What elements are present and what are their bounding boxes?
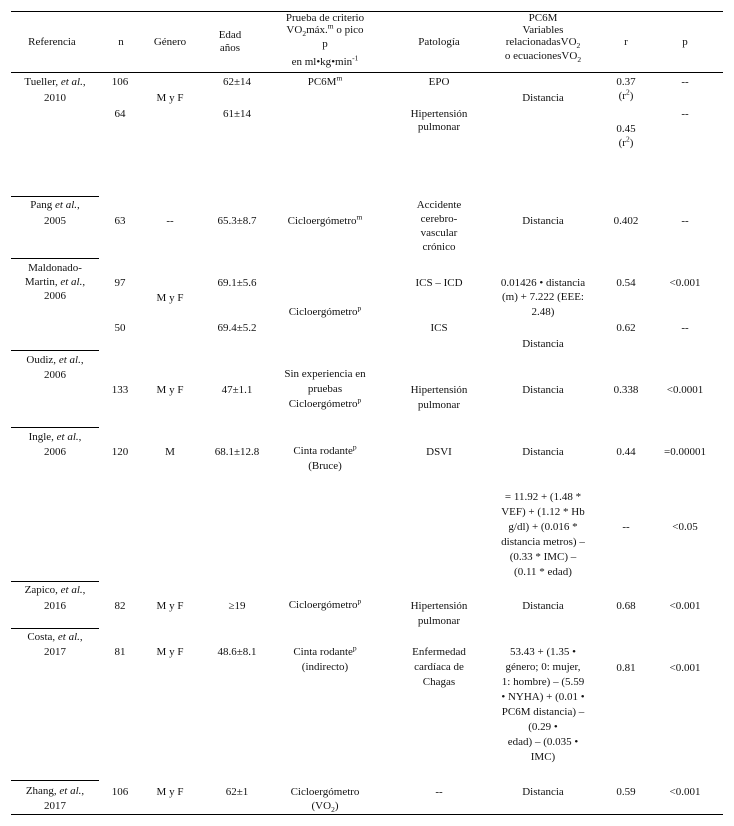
edad-cell: 48.6±8.1	[217, 646, 257, 658]
variable-cell: Distancia	[522, 338, 564, 350]
n-cell: 106	[111, 76, 129, 88]
ref-rule	[11, 196, 99, 197]
equation-cell: (0.11 * edad)	[514, 566, 572, 578]
equation-cell: (0.29 •	[528, 721, 558, 733]
n-cell: 133	[111, 384, 129, 396]
variable-cell: Distancia	[522, 92, 564, 104]
n-cell: 81	[114, 646, 126, 658]
equation-cell: género; 0: mujer,	[505, 661, 581, 673]
genero-cell: M y F	[156, 786, 184, 798]
genero-cell: M	[165, 446, 175, 458]
patologia-cell: EPO	[428, 76, 450, 88]
n-cell: 106	[111, 786, 129, 798]
ref-rule	[11, 780, 99, 781]
top-rule	[11, 11, 723, 12]
header-referencia: Referencia	[28, 36, 76, 48]
edad-cell: 61±14	[222, 108, 252, 120]
genero-cell: --	[166, 215, 174, 227]
equation-cell: g/dl) + (0.016 *	[508, 521, 578, 533]
patologia-cell: ICS – ICD	[415, 277, 463, 289]
header-edad-line1: Edad	[218, 29, 242, 41]
equation-cell: (m) + 7.222 (EEE:	[502, 291, 584, 303]
header-p: p	[682, 36, 688, 48]
header-pc6m-line1: PC6M	[528, 12, 558, 24]
equation-cell: IMC)	[530, 751, 556, 763]
n-cell: 50	[114, 322, 126, 334]
n-cell: 64	[114, 108, 126, 120]
genero-cell: M y F	[156, 384, 184, 396]
prueba-cell: Cicloergómetro$^p$	[288, 596, 362, 611]
p-cell: --	[681, 76, 689, 88]
patologia-cell: Hipertensión	[410, 108, 468, 120]
ref-rule	[11, 628, 99, 629]
r-cell: 0.68	[616, 600, 636, 612]
p-cell: <0.05	[672, 521, 698, 533]
n-cell: 82	[114, 600, 126, 612]
equation-cell: edad) – (0.035 •	[507, 736, 579, 748]
patologia-cell: pulmonar	[417, 121, 461, 133]
header-genero: Género	[153, 36, 187, 48]
patologia-cell: pulmonar	[417, 399, 461, 411]
prueba-cell: Cicloergómetro$^m$	[287, 212, 363, 227]
p-cell: <0.001	[669, 662, 701, 674]
genero-cell: M y F	[156, 292, 184, 304]
patologia-cell: crónico	[422, 241, 456, 253]
patologia-cell: ICS	[430, 322, 448, 334]
header-patologia: Patología	[418, 36, 460, 48]
r-cell: 0.62	[616, 322, 636, 334]
ref-cell: Oudiz, et al.,	[26, 354, 84, 366]
patologia-cell: DSVI	[426, 446, 452, 458]
ref-cell: Tueller, et al.,	[24, 76, 86, 88]
p-cell: --	[681, 108, 689, 120]
patologia-cell: Hipertensión	[410, 600, 468, 612]
patologia-cell: Hipertensión	[410, 384, 468, 396]
header-prueba-line3: p	[322, 38, 328, 50]
patologia-cell: Accidente	[416, 199, 462, 211]
equation-cell: PC6M distancia) –	[501, 706, 585, 718]
prueba-cell: pruebas	[307, 383, 343, 395]
ref-cell: Costa, et al.,	[27, 631, 83, 643]
edad-cell: 69.1±5.6	[217, 277, 257, 289]
equation-cell: 53.43 + (1.35 •	[510, 646, 576, 658]
ref-year: 2010	[44, 92, 66, 104]
prueba-cell: Cicloergómetro$^p$	[288, 303, 362, 318]
equation-cell: distancia metros) –	[501, 536, 585, 548]
patologia-cell: --	[435, 786, 443, 798]
variable-cell: Distancia	[522, 384, 564, 396]
variable-cell: Distancia	[522, 215, 564, 227]
p-cell: --	[681, 215, 689, 227]
ref-cell: Ingle, et al.,	[28, 431, 82, 443]
equation-cell: • NYHA) + (0.01 •	[501, 691, 585, 703]
ref-cell: Zhang, et al.,	[25, 785, 85, 797]
edad-cell: 68.1±12.8	[214, 446, 260, 458]
edad-cell: 69.4±5.2	[217, 322, 257, 334]
equation-cell: (0.33 * IMC) –	[509, 551, 577, 563]
p-cell: <0.001	[669, 786, 701, 798]
equation-cell: VEF) + (1.12 * Hb	[501, 506, 585, 518]
ref-cell: Pang et al.,	[30, 199, 80, 211]
header-prueba-line4: en $ml•kg•\min^{-1}$	[291, 53, 359, 68]
p-cell: <0.001	[669, 277, 701, 289]
r-cell: $(r^2)$	[618, 134, 634, 149]
n-cell: 63	[114, 215, 126, 227]
ref-year: 2005	[44, 215, 66, 227]
n-cell: 120	[111, 446, 129, 458]
ref-rule	[11, 258, 99, 259]
ref-year: 2006	[44, 290, 66, 302]
ref-year: 2016	[44, 600, 66, 612]
r-cell: 0.37	[616, 76, 636, 88]
genero-cell: M y F	[156, 92, 184, 104]
equation-cell: 1: hombre) – (5.59	[501, 676, 585, 688]
p-cell: <0.0001	[666, 384, 704, 396]
header-pc6m-line3: relacionadasVO$_2$	[505, 36, 581, 51]
header-rule	[11, 72, 723, 73]
prueba-cell: Cicloergómetro$^p$	[288, 395, 362, 410]
genero-cell: M y F	[156, 646, 184, 658]
patologia-cell: cerebro-	[420, 213, 458, 225]
r-cell: 0.402	[613, 215, 639, 227]
variable-cell: Distancia	[522, 446, 564, 458]
genero-cell: M y F	[156, 600, 184, 612]
edad-cell: ≥19	[228, 600, 246, 612]
r-cell: $(r^2)$	[618, 87, 634, 102]
prueba-cell: (Bruce)	[308, 460, 342, 472]
prueba-cell: Cicloergómetro	[290, 786, 360, 798]
equation-cell: 2.48)	[531, 306, 555, 318]
ref-cell: Zapico, et al.,	[24, 584, 86, 596]
r-cell: --	[622, 521, 630, 533]
header-prueba-line1: Prueba de criterio	[285, 12, 365, 24]
ref-rule	[11, 427, 99, 428]
ref-year: 2006	[44, 446, 66, 458]
header-n: n	[118, 36, 124, 48]
patologia-cell: Chagas	[422, 676, 456, 688]
header-edad-line2: años	[219, 42, 241, 54]
p-cell: <0.001	[669, 600, 701, 612]
r-cell: 0.338	[613, 384, 639, 396]
bottom-rule	[11, 814, 723, 815]
p-cell: =0.00001	[664, 446, 706, 458]
ref-rule	[11, 350, 99, 351]
edad-cell: 62±1	[225, 786, 249, 798]
ref-cell: Maldonado-	[28, 262, 82, 274]
ref-year: 2017	[44, 646, 66, 658]
prueba-cell: $PC6M^m$	[307, 73, 343, 88]
equation-cell: 0.01426 • distancia	[500, 277, 586, 289]
prueba-cell: $(VO_2)$	[311, 800, 339, 815]
variable-cell: Distancia	[522, 786, 564, 798]
edad-cell: 65.3±8.7	[217, 215, 257, 227]
edad-cell: 62±14	[222, 76, 252, 88]
prueba-cell: Cinta rodante$^p$	[293, 442, 357, 457]
equation-cell: = 11.92 + (1.48 *	[504, 491, 582, 503]
p-cell: --	[681, 322, 689, 334]
n-cell: 97	[114, 277, 126, 289]
patologia-cell: vascular	[420, 227, 458, 239]
r-cell: 0.44	[616, 446, 636, 458]
header-prueba-line2: $VO_2máx.^m$ o pico	[286, 21, 364, 39]
prueba-cell: (indirecto)	[301, 661, 349, 673]
ref-cell: Martin, et al.,	[24, 276, 86, 288]
r-cell: 0.81	[616, 662, 636, 674]
edad-cell: 47±1.1	[221, 384, 253, 396]
patologia-cell: pulmonar	[417, 615, 461, 627]
header-pc6m-line4: o ecuacionesVO$_2$	[504, 50, 582, 65]
prueba-cell: Sin experiencia en	[284, 368, 366, 380]
header-r: r	[624, 36, 628, 48]
ref-year: 2017	[44, 800, 66, 812]
patologia-cell: Enfermedad	[412, 646, 466, 658]
ref-rule	[11, 581, 99, 582]
r-cell: 0.45	[616, 123, 636, 135]
prueba-cell: Cinta rodante$^p$	[293, 643, 357, 658]
r-cell: 0.59	[616, 786, 636, 798]
ref-year: 2006	[44, 369, 66, 381]
patologia-cell: cardíaca de	[414, 661, 464, 673]
r-cell: 0.54	[616, 277, 636, 289]
variable-cell: Distancia	[522, 600, 564, 612]
header-pc6m-line2: Variables	[522, 24, 564, 36]
